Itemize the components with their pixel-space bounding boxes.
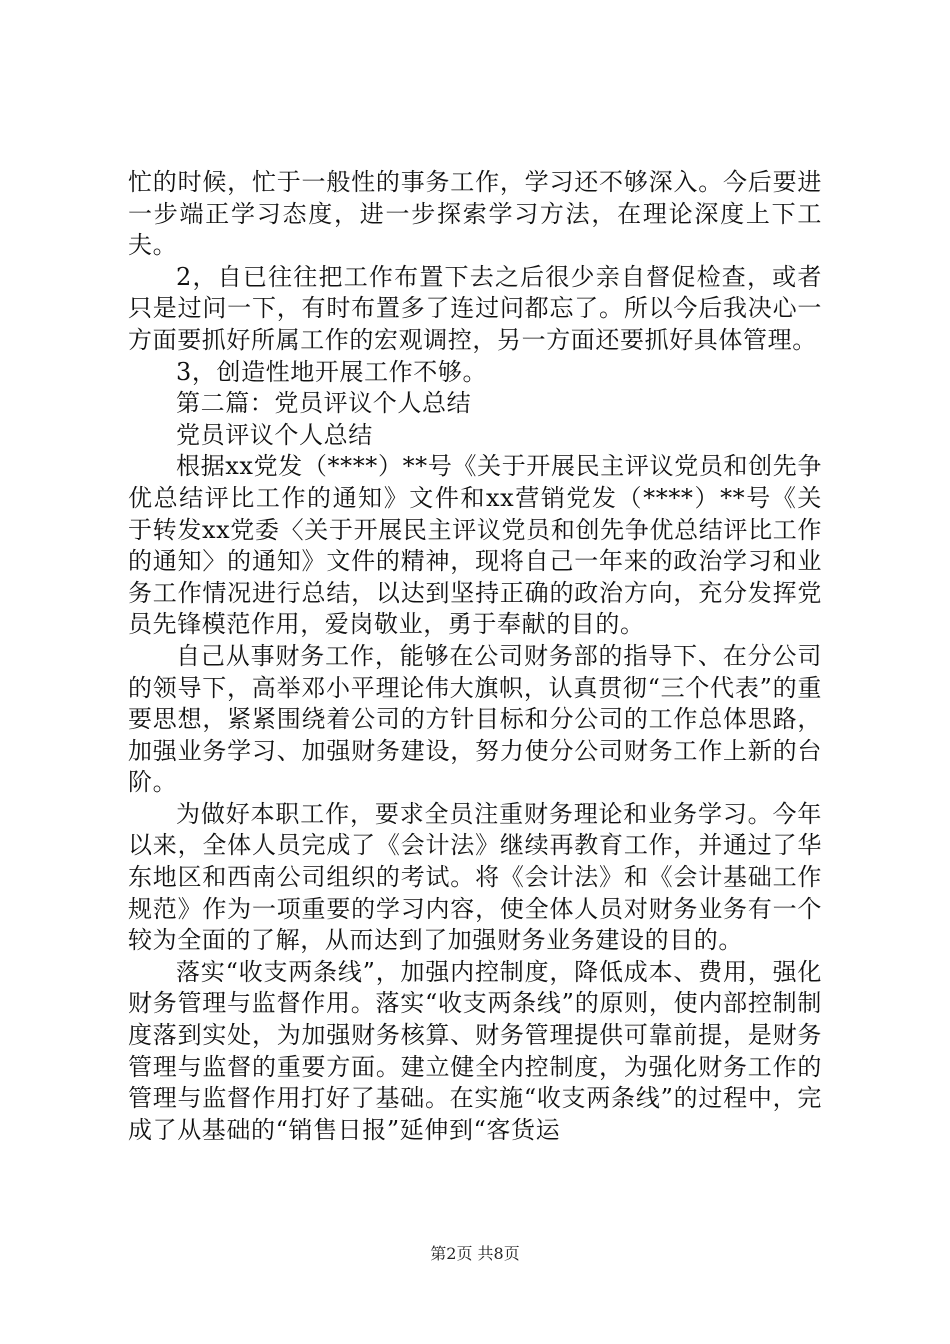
section-heading: 第二篇：党员评议个人总结: [176, 389, 472, 418]
paragraph-item-2: 2，自已往往把工作布置下去之后很少亲自督促检查，或者只是过问一下，有时布置多了连过问都忘了。所以今后我决心一方面要抓好所属工作的宏观调控，另一方面还要抓好具体管理。: [128, 262, 822, 354]
paragraph-study: 为做好本职工作，要求全员注重财务理论和业务学习。今年以来，全体人员完成了《会计法》继续再教育工作，并通过了华东地区和西南公司组织的考试。将《会计法》和《会计基础工作规范》作为一项重要的学习内容，使全体人员对财务业务有一个较为全面的了解，从而达到了加强财务业务建设的目的。: [128, 799, 822, 955]
paragraph-basis: 根据xx党发（****）**号《关于开展民主评议党员和创先争优总结评比工作的通知》文件和xx营销党发（****）**号《关于转发xx党委〈关于开展民主评议党员和创先争优总结评比工作的通知〉的通知》文件的精神，现将自己一年来的政治学习和业务工作情况进行总结，以达到坚持正确的政治方向，充分发挥党员先锋模范作用，爱岗敬业，勇于奉献的目的。: [128, 452, 822, 639]
document-title: 党员评议个人总结: [176, 420, 373, 449]
page-number-footer: 第2页 共8页: [430, 1244, 520, 1263]
paragraph-internal-control: 落实“收支两条线”，加强内控制度，降低成本、费用，强化财务管理与监督作用。落实“收支两条线”的原则，使内部控制制度落到实处，为加强财务核算、财务管理提供可靠前提，是财务管理与监督的重要方面。建立健全内控制度，为强化财务工作的管理与监督作用打好了基础。在实施“收支两条线”的过程中，完成了从基础的“销售日报”延伸到“客货运: [128, 957, 822, 1144]
document-body: [128, 167, 822, 1146]
paragraph-item-3: 3，创造性地开展工作不够。: [176, 357, 488, 386]
paragraph-finance-work: 自己从事财务工作，能够在公司财务部的指导下、在分公司的领导下，高举邓小平理论伟大旗帜，认真贯彻“三个代表”的重要思想，紧紧围绕着公司的方针目标和分公司的工作总体思路，加强业务学习、加强财务建设，努力使分公司财务工作上新的台阶。: [128, 641, 822, 797]
paragraph-continuation: 忙的时候，忙于一般性的事务工作，学习还不够深入。今后要进一步端正学习态度，进一步探索学习方法，在理论深度上下工夫。: [128, 168, 822, 260]
